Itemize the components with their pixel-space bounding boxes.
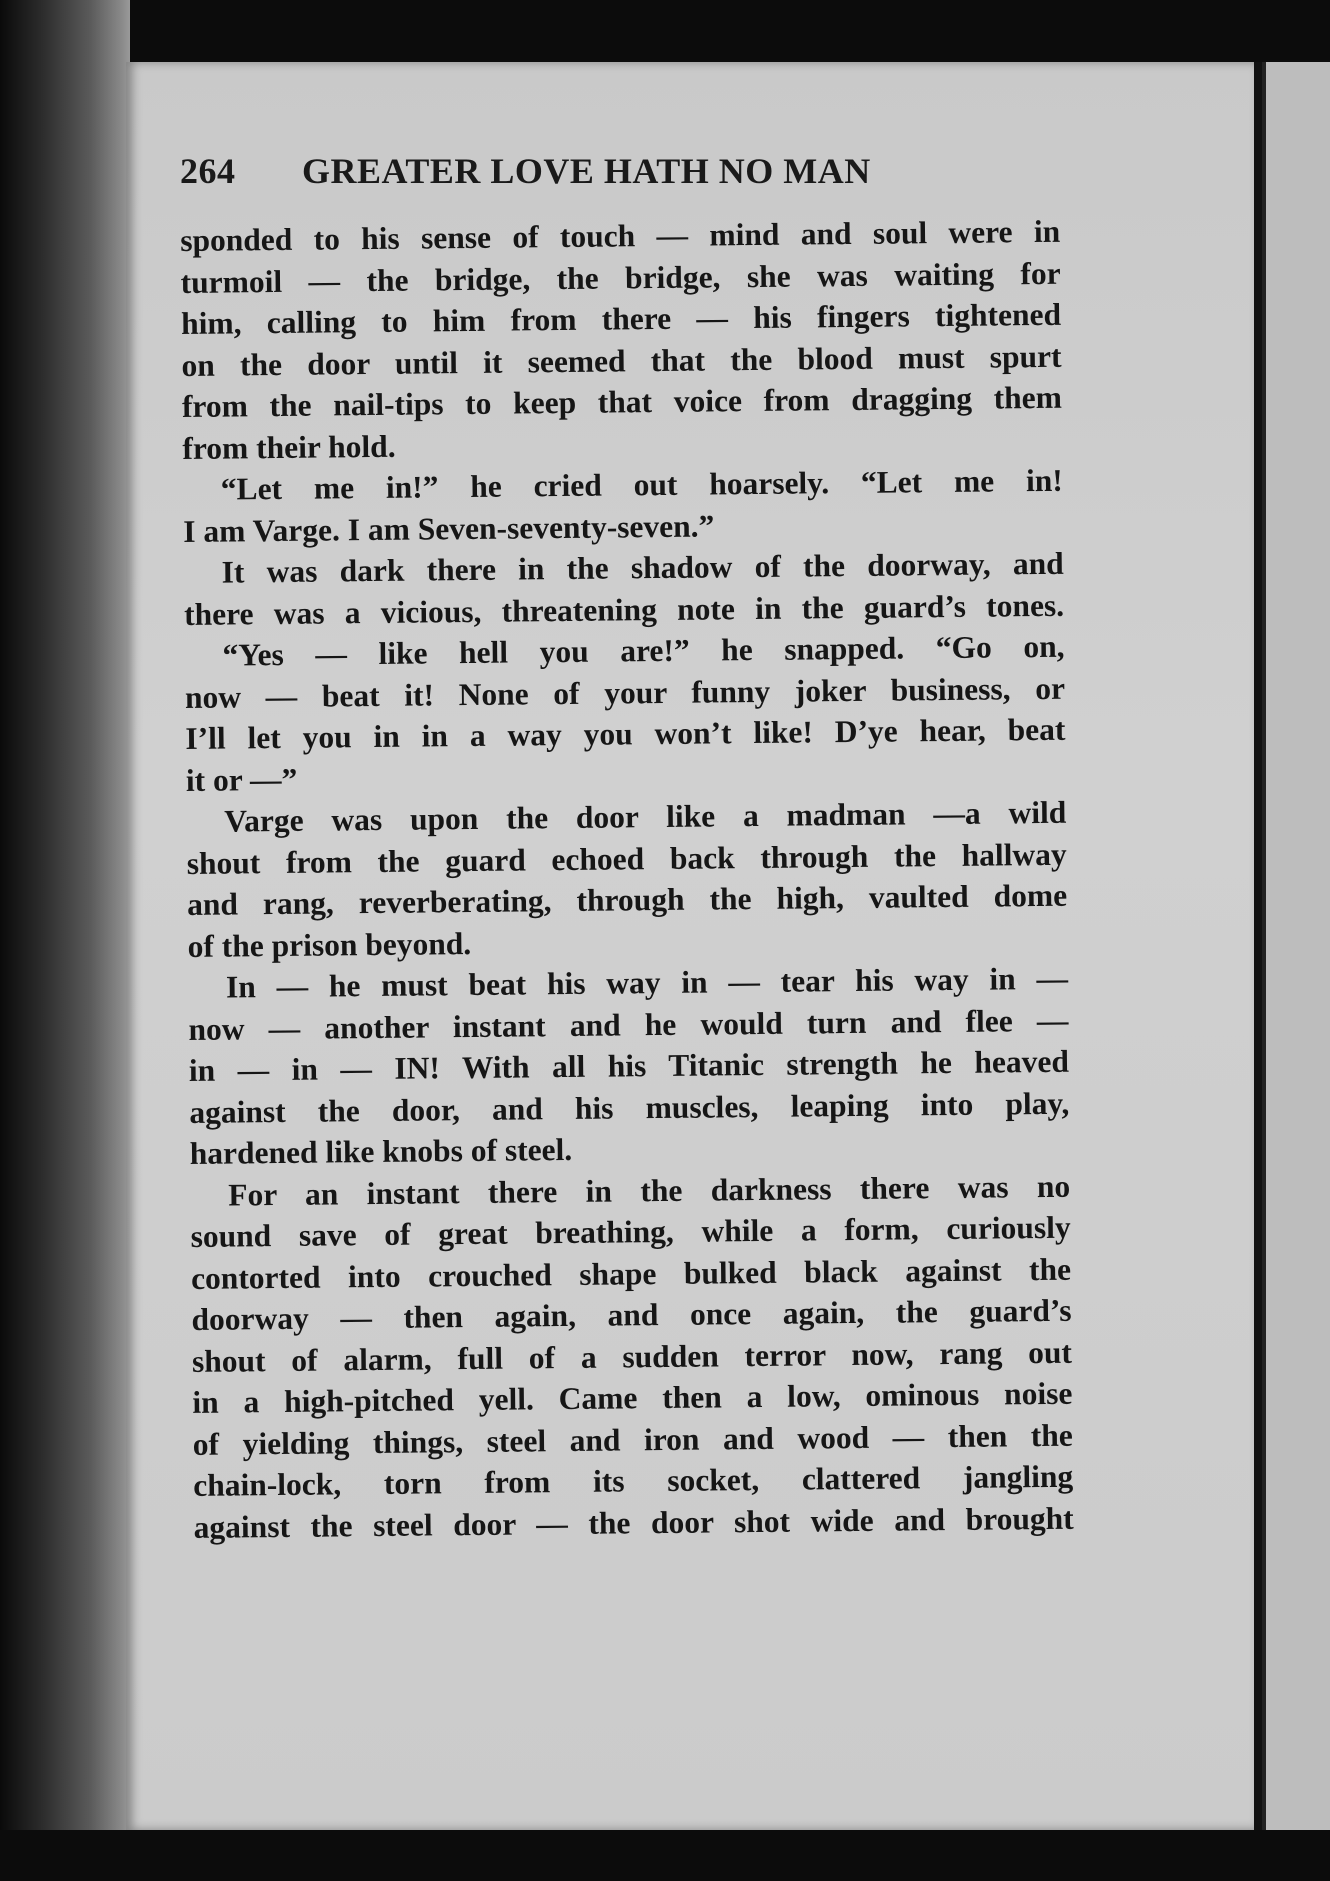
text-line: of yielding things, steel and iron and wood — then the bbox=[192, 1417, 1073, 1462]
scan-top-border bbox=[0, 0, 1330, 62]
text-line: on the door until it seemed that the blood must spurt bbox=[181, 338, 1062, 383]
text-line: him, calling to him from there — his fingers tightened bbox=[180, 296, 1062, 341]
text-line: Varge was upon the door like a madman —a wild bbox=[224, 794, 1067, 839]
facing-page-edge bbox=[1262, 62, 1330, 1830]
text-line: in a high-pitched yell. Came then a low, ominous noise bbox=[192, 1375, 1073, 1420]
body-text bbox=[180, 211, 1074, 1548]
running-title: GREATER LOVE HATH NO MAN bbox=[302, 151, 871, 191]
page-header bbox=[180, 150, 1060, 200]
book-spine-edge bbox=[0, 0, 130, 1881]
text-line: from the nail-tips to keep that voice from dragging them bbox=[181, 379, 1063, 424]
text-line: I am Varge. I am Seven-seventy-seven.” bbox=[183, 507, 715, 549]
text-line: of the prison beyond. bbox=[187, 925, 472, 964]
text-line: It was dark there in the shadow of the doorway, and bbox=[221, 545, 1064, 590]
text-line: doorway — then again, and once again, the guard’s bbox=[191, 1292, 1072, 1337]
text-line: I’ll let you in in a way you won’t like! D’ye hear, beat bbox=[185, 711, 1066, 756]
text-line: “Let me in!” he cried out hoarsely. “Let me in! bbox=[220, 462, 1063, 507]
text-line: against the steel door — the door shot wide and brought bbox=[193, 1500, 1074, 1545]
text-line: sponded to his sense of touch — mind and soul were in bbox=[180, 213, 1061, 258]
text-line: now — another instant and he would turn and flee — bbox=[188, 1002, 1069, 1047]
text-line: hardened like knobs of steel. bbox=[189, 1131, 573, 1171]
text-line: now — beat it! None of your funny joker business, or bbox=[184, 670, 1066, 715]
text-line: there was a vicious, threatening note in the guard’s tones. bbox=[183, 587, 1065, 632]
text-line: In — he must beat his way in — tear his way in — bbox=[225, 960, 1069, 1005]
text-line: contorted into crouched shape bulked black against the bbox=[190, 1251, 1072, 1296]
text-line: shout of alarm, full of a sudden terror now, rang out bbox=[191, 1334, 1073, 1379]
text-line: from their hold. bbox=[182, 428, 396, 466]
text-line: For an instant there in the darkness there was no bbox=[228, 1168, 1071, 1213]
page-number: 264 bbox=[180, 151, 236, 191]
text-line: “Yes — like hell you are!” he snapped. “Go on, bbox=[222, 628, 1065, 673]
text-line: in — in — IN! With all his Titanic strength he heaved bbox=[188, 1043, 1070, 1088]
text-line: chain-lock, torn from its socket, clattered jangling bbox=[193, 1458, 1074, 1503]
text-line: shout from the guard echoed back through the hallway bbox=[186, 836, 1067, 881]
scan-bottom-border bbox=[0, 1830, 1330, 1881]
text-line: it or —” bbox=[185, 761, 298, 798]
text-line: turmoil — the bridge, the bridge, she was waiting for bbox=[180, 255, 1061, 300]
text-line: and rang, reverberating, through the high, vaulted dome bbox=[186, 877, 1068, 922]
text-line: sound save of great breathing, while a form, curiously bbox=[190, 1209, 1071, 1254]
text-line: against the door, and his muscles, leaping into play, bbox=[189, 1085, 1070, 1130]
